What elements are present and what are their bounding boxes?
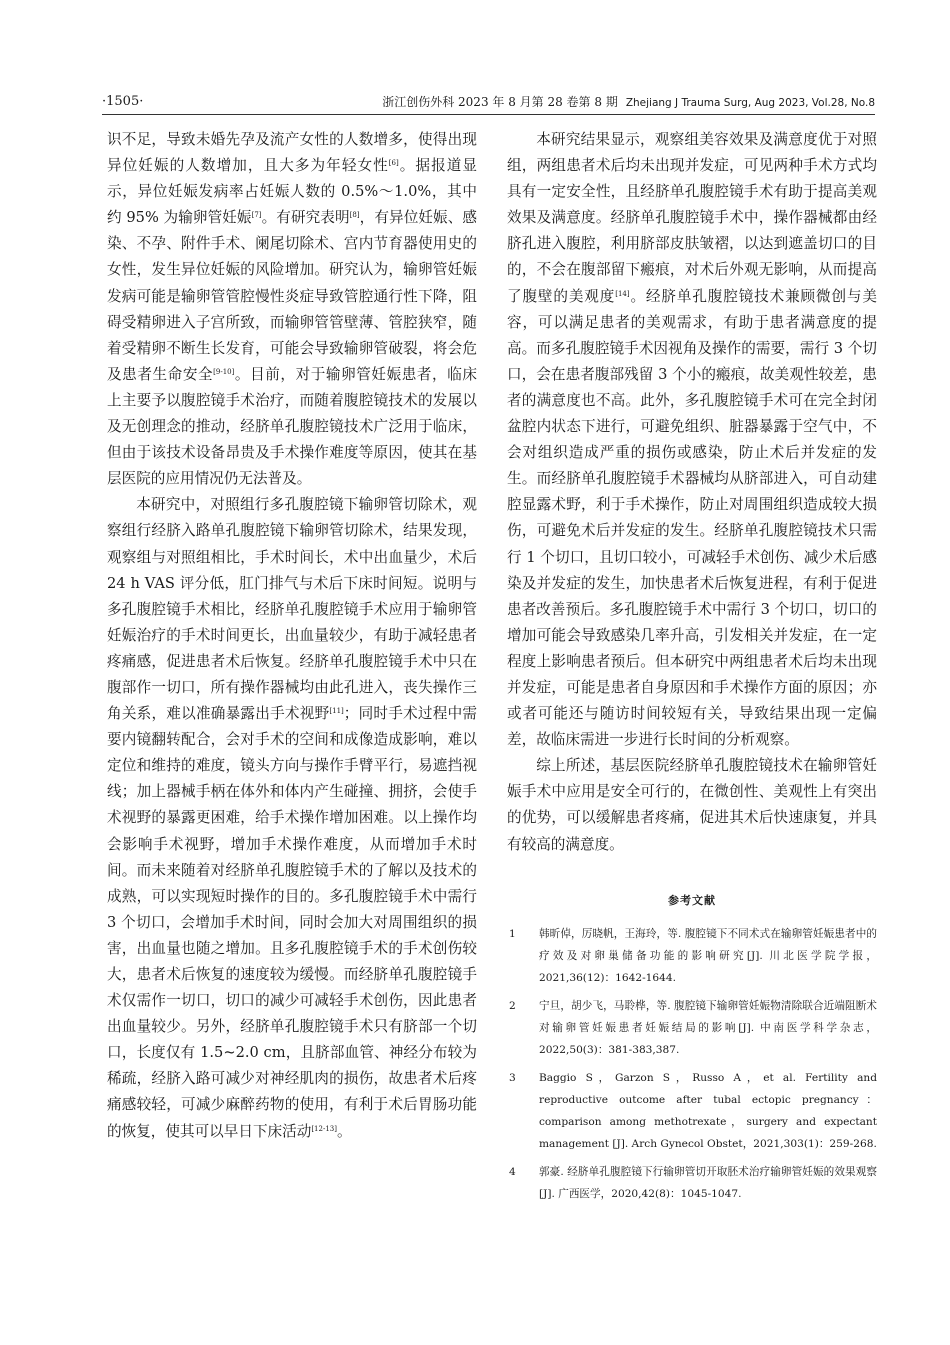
- journal-title-cn: 浙江创伤外科 2023 年 8 月第 28 卷第 8 期: [382, 95, 618, 109]
- reference-item: [507, 1067, 877, 1155]
- reference-item: [507, 995, 877, 1061]
- right-column: [507, 127, 877, 1211]
- citation: [14]: [615, 289, 630, 298]
- reference-text: 宁旦，胡少飞，马聆桦，等. 腹腔镜下输卵管妊娠物清除联合近端阻断术对输卵管妊娠患者妊娠结局的影响[J]. 中南医学科学杂志，2022,50(3)：381-383,387.: [539, 999, 877, 1056]
- citation: [6]: [388, 159, 399, 168]
- text-run: ；同时手术过程中需要内镜翻转配合，会对手术的空间和成像造成影响，难以定位和维持的难度，镜头方向与操作手臂平行，易遮挡视线；加上器械手柄在体外和体内产生碰撞、拥挤，会使手术视野的暴露更困难，给手术操作增加困难。以上操作均会影响手术视野，增加手术操作难度，从而增加手术时间。而未来随着对经脐单孔腹腔镜手术的了解以及技术的成熟，可以实现短时操作的目的。多孔腹腔镜手术中需行 3 个切口，会增加手术时间，同时会加大对周围组织的损害，出血量也随之增加。且多孔腹腔镜手术的手术创伤较大，患者术后恢复的速度较为缓慢。而经脐单孔腹腔镜手术仅需作一切口，切口的减少可减轻手术创伤，因此患者出血量较少。另外，经脐单孔腹腔镜手术只有脐部一个切口，长度仅有 1.5~2.0 cm，且脐部血管、神经分布较为稀疏，经脐入路可减少对神经肌肉的损伤，故患者术后疼痛感较轻，可减少麻醉药物的使用，有利于术后胃肠功能的恢复，使其可以早日下床活动: [107, 705, 477, 1140]
- journal-info: [382, 94, 875, 111]
- reference-number: 3: [509, 1071, 516, 1084]
- citation: [8]: [349, 211, 360, 220]
- citation: [7]: [251, 211, 262, 220]
- text-run: 。: [336, 1122, 352, 1140]
- reference-item: [507, 923, 877, 989]
- text-run: 。目前，对于输卵管妊娠患者，临床上主要予以腹腔镜手术治疗，而随着腹腔镜技术的发展以及无创理念的推动，经脐单孔腹腔镜技术广泛用于临床，但由于该技术设备昂贵及手术操作难度等原因，使其在基层医院的应用情况仍无法普及。: [107, 365, 477, 488]
- page-header: [102, 94, 875, 115]
- text-run: 。经脐单孔腹腔镜技术兼顾微创与美容，可以满足患者的美观需求，有助于患者满意度的提高。而多孔腹腔镜手术因视角及操作的需要，需行 3 个切口，会在患者腹部残留 3 个小的瘢痕，故美观性较差，患者的满意度也不高。此外，多孔腹腔镜手术可在完全封闭盆腔内状态下进行，可避免组织、脏器暴露于空气中，不会对组织造成严重的损伤或感染，防止术后并发症的发生。而经脐单孔腹腔镜手术器械均从脐部进入，可自动建腔显露术野，利于手术操作，防止对周围组织造成较大损伤，可避免术后并发症的发生。经脐单孔腹腔镜技术只需行 1 个切口，且切口较小，可减轻手术创伤、减少术后感染及并发症的发生，加快患者术后恢复进程，有利于促进患者改善预后。多孔腹腔镜手术中需行 3 个切口，切口的增加可能会导致感染几率升高，引发相关并发症，在一定程度上影响患者预后。但本研究中两组患者术后均未出现并发症，可能是患者自身原因和手术操作方面的原因；亦或者可能还与随访时间较短有关，导致结果出现一定偏差，故临床需进一步进行长时间的分析观察。: [507, 287, 877, 749]
- reference-text: 韩昕倬，厉晓帆，王海玲，等. 腹腔镜下不同术式在输卵管妊娠患者中的疗效及对卵巢储备功能的影响研究[J]. 川北医学院学报，2021,36(12)：1642-1644.: [539, 927, 877, 984]
- left-column: [107, 127, 477, 1145]
- reference-text: 郭豪. 经脐单孔腹腔镜下行输卵管切开取胚术治疗输卵管妊娠的效果观察[J]. 广西医学，2020,42(8)：1045-1047.: [539, 1165, 877, 1200]
- paragraph: [107, 127, 477, 492]
- reference-text: Baggio S，Garzon S，Russo A，et al. Fertility and reproductive outcome after tubal ectopic pregnancy：comparison among methotrexate，surgery and expectant management [J]. Arch Gynecol Obstet，2021,303(1)：259-268.: [539, 1071, 877, 1150]
- reference-number: 4: [509, 1165, 516, 1178]
- text-run: 本研究结果显示，观察组美容效果及满意度优于对照组，两组患者术后均未出现并发症，可见两种手术方式均具有一定安全性，且经脐单孔腹腔镜手术有助于提高美观效果及满意度。经脐单孔腹腔镜手术中，操作器械都由经脐孔进入腹腔，利用脐部皮肤皱褶，以达到遮盖切口的目的，不会在腹部留下瘢痕，对术后外观无影响，从而提高了腹壁的美观度: [507, 131, 877, 305]
- text-run: 。据报道显示，异位妊娠发病率占妊娠人数的 0.5%～1.0%，其中约 95% 为输卵管妊娠: [107, 157, 477, 227]
- reference-number: 1: [509, 927, 516, 940]
- paragraph: 综上所述，基层医院经脐单孔腹腔镜技术在输卵管妊娠手术中应用是安全可行的，在微创性、美观性上有突出的优势，可以缓解患者疼痛，促进其术后快速康复，并具有较高的满意度。: [507, 757, 877, 853]
- reference-item: [507, 1161, 877, 1205]
- citation: [9-10]: [213, 367, 235, 376]
- text-run: 本研究中，对照组行多孔腹腔镜下输卵管切除术，观察组行经脐入路单孔腹腔镜下输卵管切除术，结果发现，观察组与对照组相比，手术时间长，术中出血量少，术后 24 h VAS 评分低，肛门排气与术后下床时间短。说明与多孔腹腔镜手术相比，经脐单孔腹腔镜手术应用于输卵管妊娠治疗的手术时间更长，出血量较少，有助于减轻患者疼痛感，促进患者术后恢复。经脐单孔腹腔镜手术中只在腹部作一切口，所有操作器械均由此孔进入，丧失操作三角关系，难以准确暴露出手术视野: [107, 496, 477, 723]
- reference-list: [507, 923, 877, 1205]
- references-heading: 参考文献: [668, 893, 716, 907]
- text-run: 识不足，导致未婚先孕及流产女性的人数增多，使得出现异位妊娠的人数增加，且大多为年轻女性: [107, 131, 477, 175]
- journal-title-en: Zhejiang J Trauma Surg, Aug 2023, Vol.28, No.8: [625, 97, 875, 109]
- text-run: 。有研究表明: [261, 209, 350, 227]
- paragraph: [507, 127, 877, 753]
- citation: [11]: [329, 707, 344, 716]
- citation: [12-13]: [311, 1124, 337, 1133]
- paragraph: [107, 492, 477, 1144]
- text-run: ，有异位妊娠、感染、不孕、附件手术、阑尾切除术、宫内节育器使用史的女性，发生异位妊娠的风险增加。研究认为，输卵管妊娠发病可能是输卵管管腔慢性炎症导致管腔通行性下降，阻碍受精卵进入子宫所致，而输卵管管壁薄、管腔狭窄，随着受精卵不断生长发育，可能会导致输卵管破裂，将会危及患者生命安全: [107, 209, 477, 383]
- page-number: ·1505·: [102, 94, 144, 109]
- reference-number: 2: [509, 999, 516, 1012]
